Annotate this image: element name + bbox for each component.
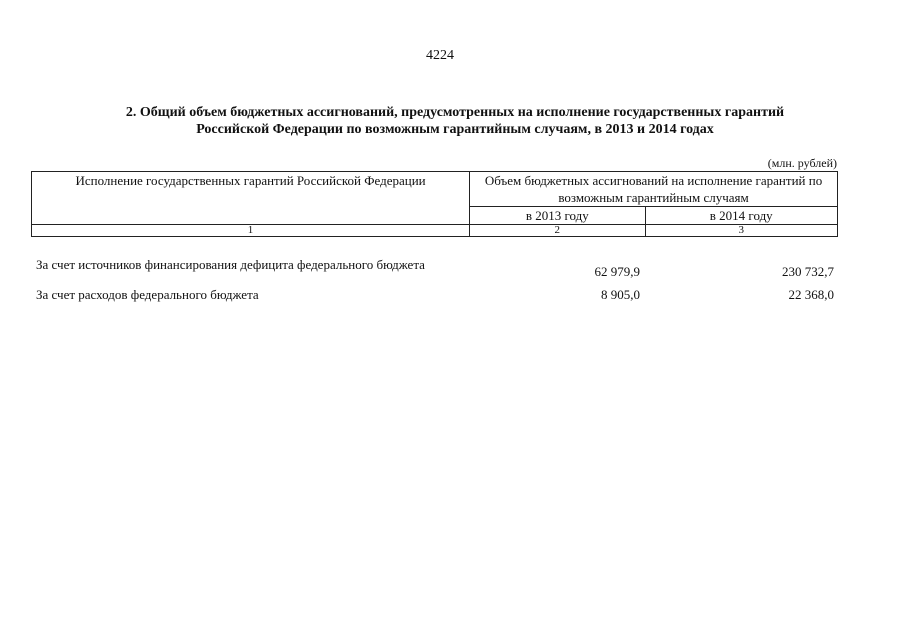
column-header-group: Объем бюджетных ассигнований на исполнение гарантий по возможным гарантийным случаям bbox=[470, 172, 838, 207]
heading-line-1: 2. Общий объем бюджетных ассигнований, предусмотренных на исполнение государственных гарантий bbox=[125, 105, 785, 120]
column-number-2: 2 bbox=[470, 225, 645, 237]
table-body bbox=[36, 257, 838, 310]
column-header-2013: в 2013 году bbox=[470, 207, 645, 225]
value-2013: 8 905,0 bbox=[601, 287, 640, 302]
table-header bbox=[31, 171, 838, 237]
column-header-2014: в 2014 году bbox=[645, 207, 838, 225]
value-2013: 62 979,9 bbox=[594, 264, 640, 279]
table-row bbox=[36, 287, 838, 302]
document-heading bbox=[60, 104, 850, 138]
units-label: (млн. рублей) bbox=[767, 156, 837, 170]
page-number: 4224 bbox=[426, 48, 454, 63]
value-2014: 22 368,0 bbox=[788, 287, 834, 302]
heading-line-2: Российской Федерации по возможным гарантийным случаям, в 2013 и 2014 годах bbox=[196, 122, 714, 137]
value-2014: 230 732,7 bbox=[782, 264, 834, 279]
column-number-1: 1 bbox=[32, 225, 470, 237]
table-row bbox=[36, 257, 838, 279]
column-number-3: 3 bbox=[645, 225, 838, 237]
row-label: За счет источников финансирования дефицита федерального бюджета bbox=[36, 257, 425, 272]
column-header-guarantees: Исполнение государственных гарантий Российской Федерации bbox=[32, 172, 470, 225]
row-label: За счет расходов федерального бюджета bbox=[36, 287, 259, 302]
